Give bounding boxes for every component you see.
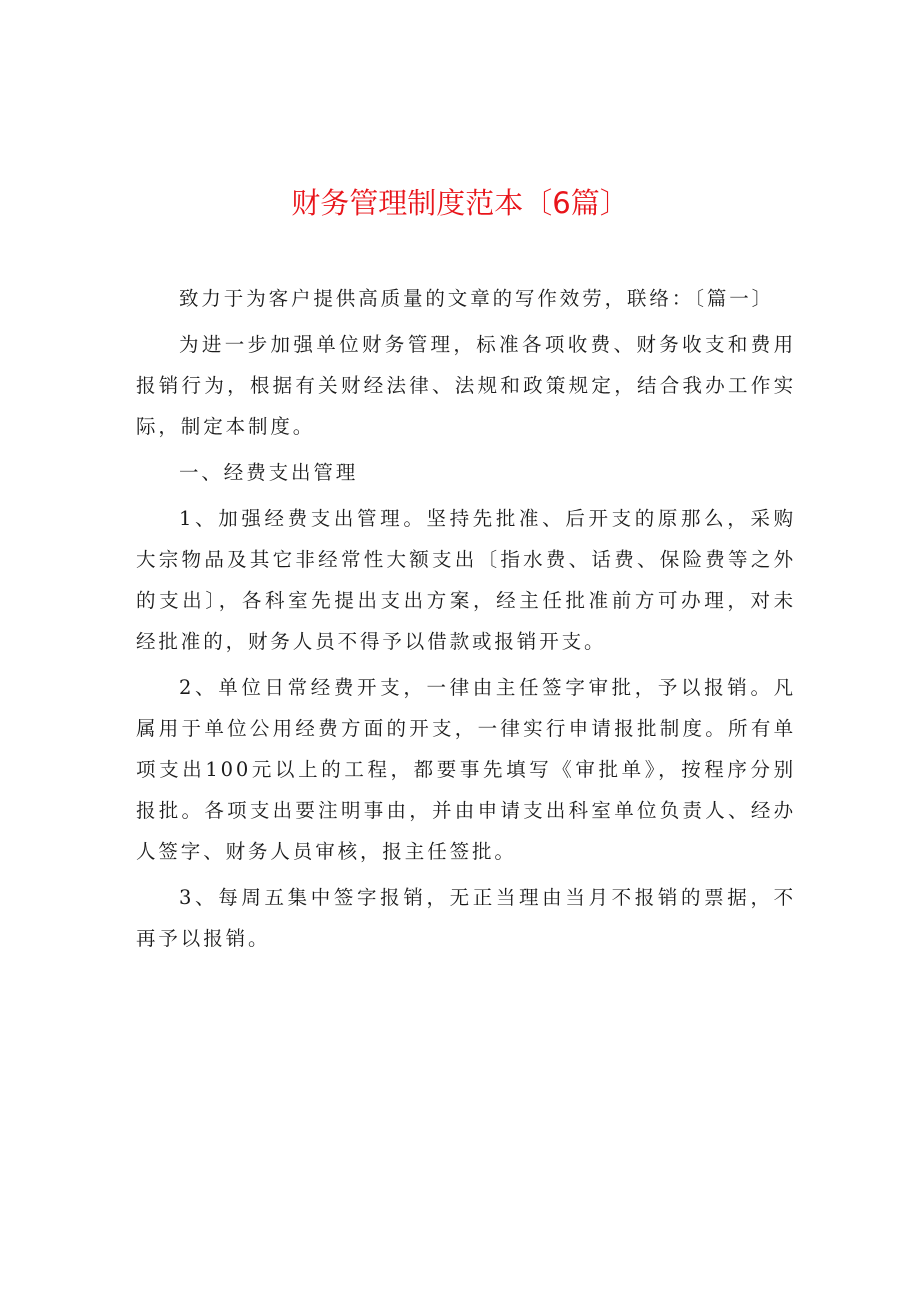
- paragraph-item-3: 3、每周五集中签字报销，无正当理由当月不报销的票据，不再予以报销。: [136, 886, 796, 950]
- document-body: [136, 278, 796, 959]
- section-heading-expense-management: 一、经费支出管理: [179, 461, 359, 484]
- paragraph-item-1: 1、加强经费支出管理。坚持先批准、后开支的原那么，采购大宗物品及其它非经常性大额支出〔指水费、话费、保险费等之外的支出〕，各科室先提出支出方案，经主任批准前方可办理，对未经批准的，财务人员不得予以借款或报销开支。: [136, 507, 796, 653]
- paragraph-item-2: 2、单位日常经费开支，一律由主任签字审批，予以报销。凡属用于单位公用经费方面的开支，一律实行申请报批制度。所有单项支出100元以上的工程，都要事先填写《审批单》，按程序分别报批。各项支出要注明事由，并由申请支出科室单位负责人、经办人签字、财务人员审核，报主任签批。: [136, 676, 796, 863]
- paragraph-intro: 致力于为客户提供高质量的文章的写作效劳，联络：〔篇一〕: [179, 287, 775, 310]
- paragraph-purpose: 为进一步加强单位财务管理，标准各项收费、财务收支和费用报销行为，根据有关财经法律、法规和政策规定，结合我办工作实际，制定本制度。: [136, 333, 796, 438]
- document-title: 财务管理制度范本〔6篇〕: [291, 186, 629, 220]
